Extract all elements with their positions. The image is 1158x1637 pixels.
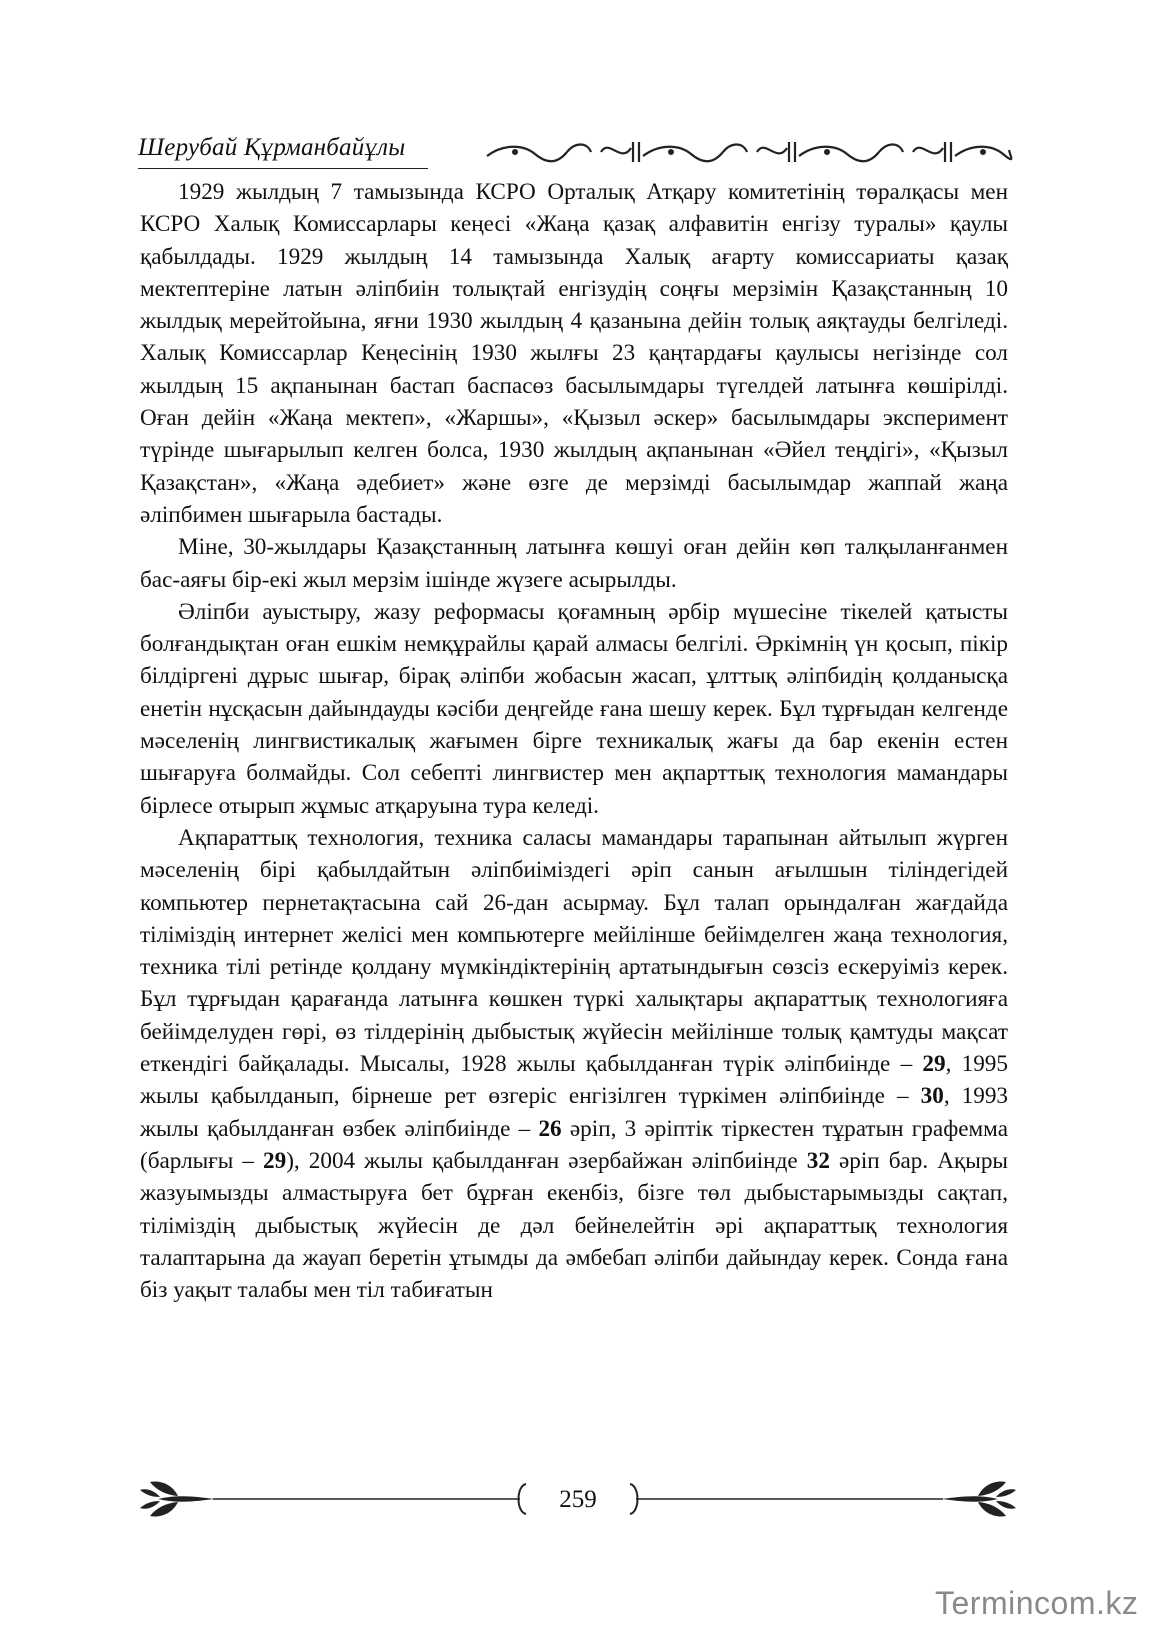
running-head-author: Шерубай Құрманбайұлы — [138, 134, 406, 161]
text-run: , 1993 жылы қабылданған өзбек әліпбиінде – — [140, 1083, 1009, 1142]
bold-number: 30 — [920, 1083, 944, 1110]
text-run: Ақпараттық технология, техника саласы мамандары тарапынан айтылып жүрген мәселенің бірі қабылдайтын әліпбиіміздегі әріп санын ағылшын тіліндегідей компьютер пернетақтасына сай 26-дан асырмау. Бұл талап орындалған жағдайда тіліміздің интернет желісі мен компьютерге мейілінше бейімделген жаңа технология, техника тілі ретінде қолдану мүмкіндіктерінің артатындығын сөзсіз ескеруіміз керек. Бұл тұрғыдан қарағанда латынға көшкен түркі халықтары ақпараттық технологияға бейімделуден гөрі, өз тілдерінің дыбыстық жүйесін мейілінше толық қамтуды мақсат еткендігі байқалады. Мысалы, 1928 жылы қабылданған түрік әліпбиінде – — [140, 824, 1008, 1078]
bold-number: 29 — [922, 1051, 946, 1078]
text-run: , 1995 жылы қабылданып, бірнеше рет өзгеріс енгізілген түркімен әліпбиінде – — [140, 1051, 1008, 1110]
header-rule — [138, 168, 428, 169]
text-run: ), 2004 жылы қабылданған әзербайжан әліпбиінде — [286, 1147, 807, 1174]
text-run: әріп бар. Ақыры жазуымызды алмастыруға бет бұрған екенбіз, бізге төл дыбыстарымызды сақтап, тіліміздің дыбыстық жүйесін де дәл бейнелейтін әрі ақпараттық технология талаптарына да жауап беретін ұтымды да әмбебап әліпби дайындау керек. Сонда ғана біз уақыт талабы мен тіл табиғатын — [140, 1147, 1009, 1304]
paragraph — [140, 822, 1008, 1306]
leaf-ornament-right-icon — [940, 1476, 1018, 1522]
paragraph: 1929 жылдың 7 тамызында КСРО Орталық Атқару комитетінің төралқасы мен КСРО Халық Комиссарлары кеңесі «Жаңа қазақ алфавитін енгізу туралы» қаулы қабылдады. 1929 жылдың 14 тамызында Халық ағарту комиссариаты қазақ мектептеріне латын әліпбиін толықтай енгізудің соңғы мерзімін Қазақстанның 10 жылдық мерейтойына, яғни 1930 жылдың 4 қазанына дейін толық аяқтауды белгіледі. Халық Комиссарлар Кеңесінің 1930 жылғы 23 қаңтардағы қаулысы негізінде сол жылдың 15 ақпанынан бастап баспасөз басылымдары түгелдей латынға көшірілді. Оған дейін «Жаңа мектеп», «Жаршы», «Қызыл әскер» басылымдары эксперимент түрінде шығарылып келген болса, 1930 жылдың ақпанынан «Әйел теңдігі», «Қызыл Қазақстан», «Жаңа әдебиет» және өзге де мерзімді басылымдар жаппай жаңа әліпбимен шығарыла бастады. — [140, 179, 1008, 528]
bold-number: 29 — [263, 1147, 287, 1174]
page-body — [140, 176, 1008, 1306]
page-footer — [138, 1474, 1018, 1528]
paragraph: Әліпби ауыстыру, жазу реформасы қоғамның әрбір мүшесіне тікелей қатысты болғандықтан оған ешкім немқұрайлы қарай алмасы белгілі. Әркімнің үн қосып, пікір білдіргені дұрыс шығар, бірақ әліпби жобасын жасап, ұлттық әліпбидің қолданысқа енетін нұсқасын дайындауды кәсіби деңгейде ғана шешу керек. Бұл тұрғыдан келгенде мәселенің лингвистикалық жағымен бірге техникалық жағы да бар екенін естен шығаруға болмайды. Сол себепті лингвистер мен ақпарттық технология мамандары бірлесе отырып жұмыс атқаруына тура келеді. — [140, 598, 1008, 819]
header-ornament-icon — [483, 134, 1013, 168]
page-number: 259 — [559, 1486, 597, 1513]
leaf-ornament-left-icon — [138, 1476, 216, 1522]
bold-number: 32 — [806, 1147, 830, 1174]
text-run: әріп, 3 әріптік тіркестен тұратын графемма (барлығы – — [140, 1115, 1008, 1174]
paragraph: Міне, 30-жылдары Қазақстанның латынға көшуі оған дейін көп талқыланғанмен бас-аяғы бір-екі жыл мерзім ішінде жүзеге асырылды. — [140, 534, 1008, 593]
site-watermark: Termincom.kz — [935, 1585, 1139, 1621]
page-header — [138, 130, 1018, 170]
bold-number: 26 — [538, 1115, 562, 1142]
